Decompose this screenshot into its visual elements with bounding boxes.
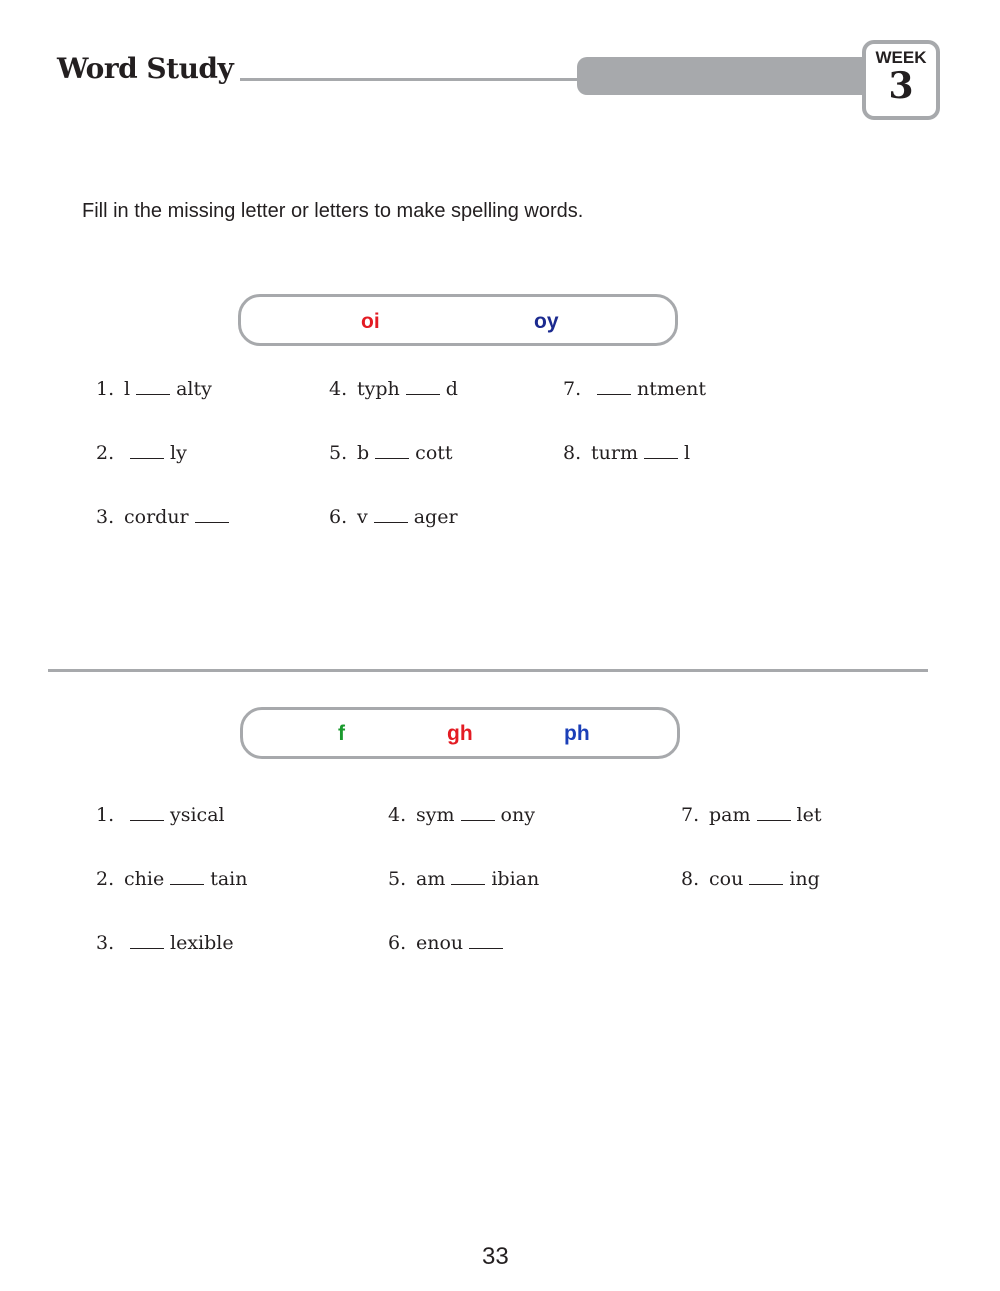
answer-blank[interactable] bbox=[469, 947, 503, 949]
word-end: l bbox=[683, 442, 691, 464]
word-start: sym bbox=[416, 804, 455, 826]
answer-blank[interactable] bbox=[757, 819, 791, 821]
item-number: 4. bbox=[329, 378, 348, 400]
item-number: 8. bbox=[681, 868, 700, 890]
answer-blank[interactable] bbox=[130, 819, 164, 821]
item-number: 2. bbox=[96, 868, 115, 890]
list-item[interactable] bbox=[681, 804, 821, 826]
answer-blank[interactable] bbox=[461, 819, 495, 821]
list-item[interactable] bbox=[96, 932, 234, 954]
list-item[interactable] bbox=[96, 506, 235, 528]
instructions: Fill in the missing letter or letters to make spelling words. bbox=[82, 200, 584, 222]
header-bar bbox=[577, 57, 887, 95]
list-item[interactable] bbox=[329, 378, 458, 400]
item-number: 1. bbox=[96, 378, 115, 400]
word-start: typh bbox=[357, 378, 400, 400]
word-start: chie bbox=[124, 868, 165, 890]
word-start: turm bbox=[591, 442, 638, 464]
list-item[interactable] bbox=[388, 804, 535, 826]
list-item[interactable] bbox=[563, 442, 690, 464]
word-start: v bbox=[357, 506, 368, 528]
word-end: ysical bbox=[170, 804, 225, 826]
word-end: let bbox=[796, 804, 822, 826]
option-oi: oi bbox=[361, 310, 380, 333]
item-number: 3. bbox=[96, 932, 115, 954]
answer-blank[interactable] bbox=[749, 883, 783, 885]
page-title: Word Study bbox=[57, 52, 234, 85]
week-badge bbox=[862, 40, 940, 120]
answer-blank[interactable] bbox=[130, 947, 164, 949]
section-divider bbox=[48, 669, 928, 672]
option-box-1 bbox=[238, 294, 678, 346]
list-item[interactable] bbox=[96, 378, 212, 400]
answer-blank[interactable] bbox=[644, 457, 678, 459]
answer-blank[interactable] bbox=[195, 521, 229, 523]
option-f: f bbox=[338, 722, 345, 745]
page-number: 33 bbox=[482, 1243, 509, 1270]
answer-blank[interactable] bbox=[406, 393, 440, 395]
item-number: 5. bbox=[388, 868, 407, 890]
item-number: 4. bbox=[388, 804, 407, 826]
word-start: enou bbox=[416, 932, 464, 954]
answer-blank[interactable] bbox=[374, 521, 408, 523]
item-number: 2. bbox=[96, 442, 115, 464]
list-item[interactable] bbox=[388, 932, 509, 954]
list-item[interactable] bbox=[96, 804, 225, 826]
list-item[interactable] bbox=[681, 868, 820, 890]
word-start: l bbox=[124, 378, 131, 400]
word-end: d bbox=[445, 378, 458, 400]
item-number: 8. bbox=[563, 442, 582, 464]
word-start: cou bbox=[709, 868, 744, 890]
list-item[interactable] bbox=[388, 868, 539, 890]
answer-blank[interactable] bbox=[130, 457, 164, 459]
word-end: ibian bbox=[491, 868, 540, 890]
word-end: ing bbox=[789, 868, 820, 890]
item-number: 6. bbox=[329, 506, 348, 528]
word-end: lexible bbox=[170, 932, 234, 954]
answer-blank[interactable] bbox=[375, 457, 409, 459]
item-number: 7. bbox=[681, 804, 700, 826]
word-start: pam bbox=[709, 804, 751, 826]
word-start: am bbox=[416, 868, 446, 890]
list-item[interactable] bbox=[563, 378, 706, 400]
title-underline bbox=[240, 78, 585, 81]
answer-blank[interactable] bbox=[170, 883, 204, 885]
item-number: 3. bbox=[96, 506, 115, 528]
answer-blank[interactable] bbox=[597, 393, 631, 395]
list-item[interactable] bbox=[329, 442, 453, 464]
word-end: ager bbox=[413, 506, 458, 528]
item-number: 5. bbox=[329, 442, 348, 464]
word-end: cott bbox=[415, 442, 453, 464]
list-item[interactable] bbox=[96, 442, 187, 464]
word-start: cordur bbox=[124, 506, 189, 528]
answer-blank[interactable] bbox=[451, 883, 485, 885]
week-label: WEEK bbox=[875, 48, 927, 67]
word-end: tain bbox=[210, 868, 248, 890]
item-number: 7. bbox=[563, 378, 582, 400]
option-gh: gh bbox=[447, 722, 473, 745]
word-start: b bbox=[357, 442, 370, 464]
word-end: ly bbox=[170, 442, 187, 464]
item-number: 1. bbox=[96, 804, 115, 826]
word-end: ntment bbox=[637, 378, 707, 400]
week-number: 3 bbox=[888, 65, 914, 107]
word-end: alty bbox=[176, 378, 212, 400]
word-end: ony bbox=[500, 804, 535, 826]
option-oy: oy bbox=[534, 310, 559, 333]
answer-blank[interactable] bbox=[136, 393, 170, 395]
item-number: 6. bbox=[388, 932, 407, 954]
list-item[interactable] bbox=[329, 506, 458, 528]
list-item[interactable] bbox=[96, 868, 247, 890]
option-ph: ph bbox=[564, 722, 590, 745]
